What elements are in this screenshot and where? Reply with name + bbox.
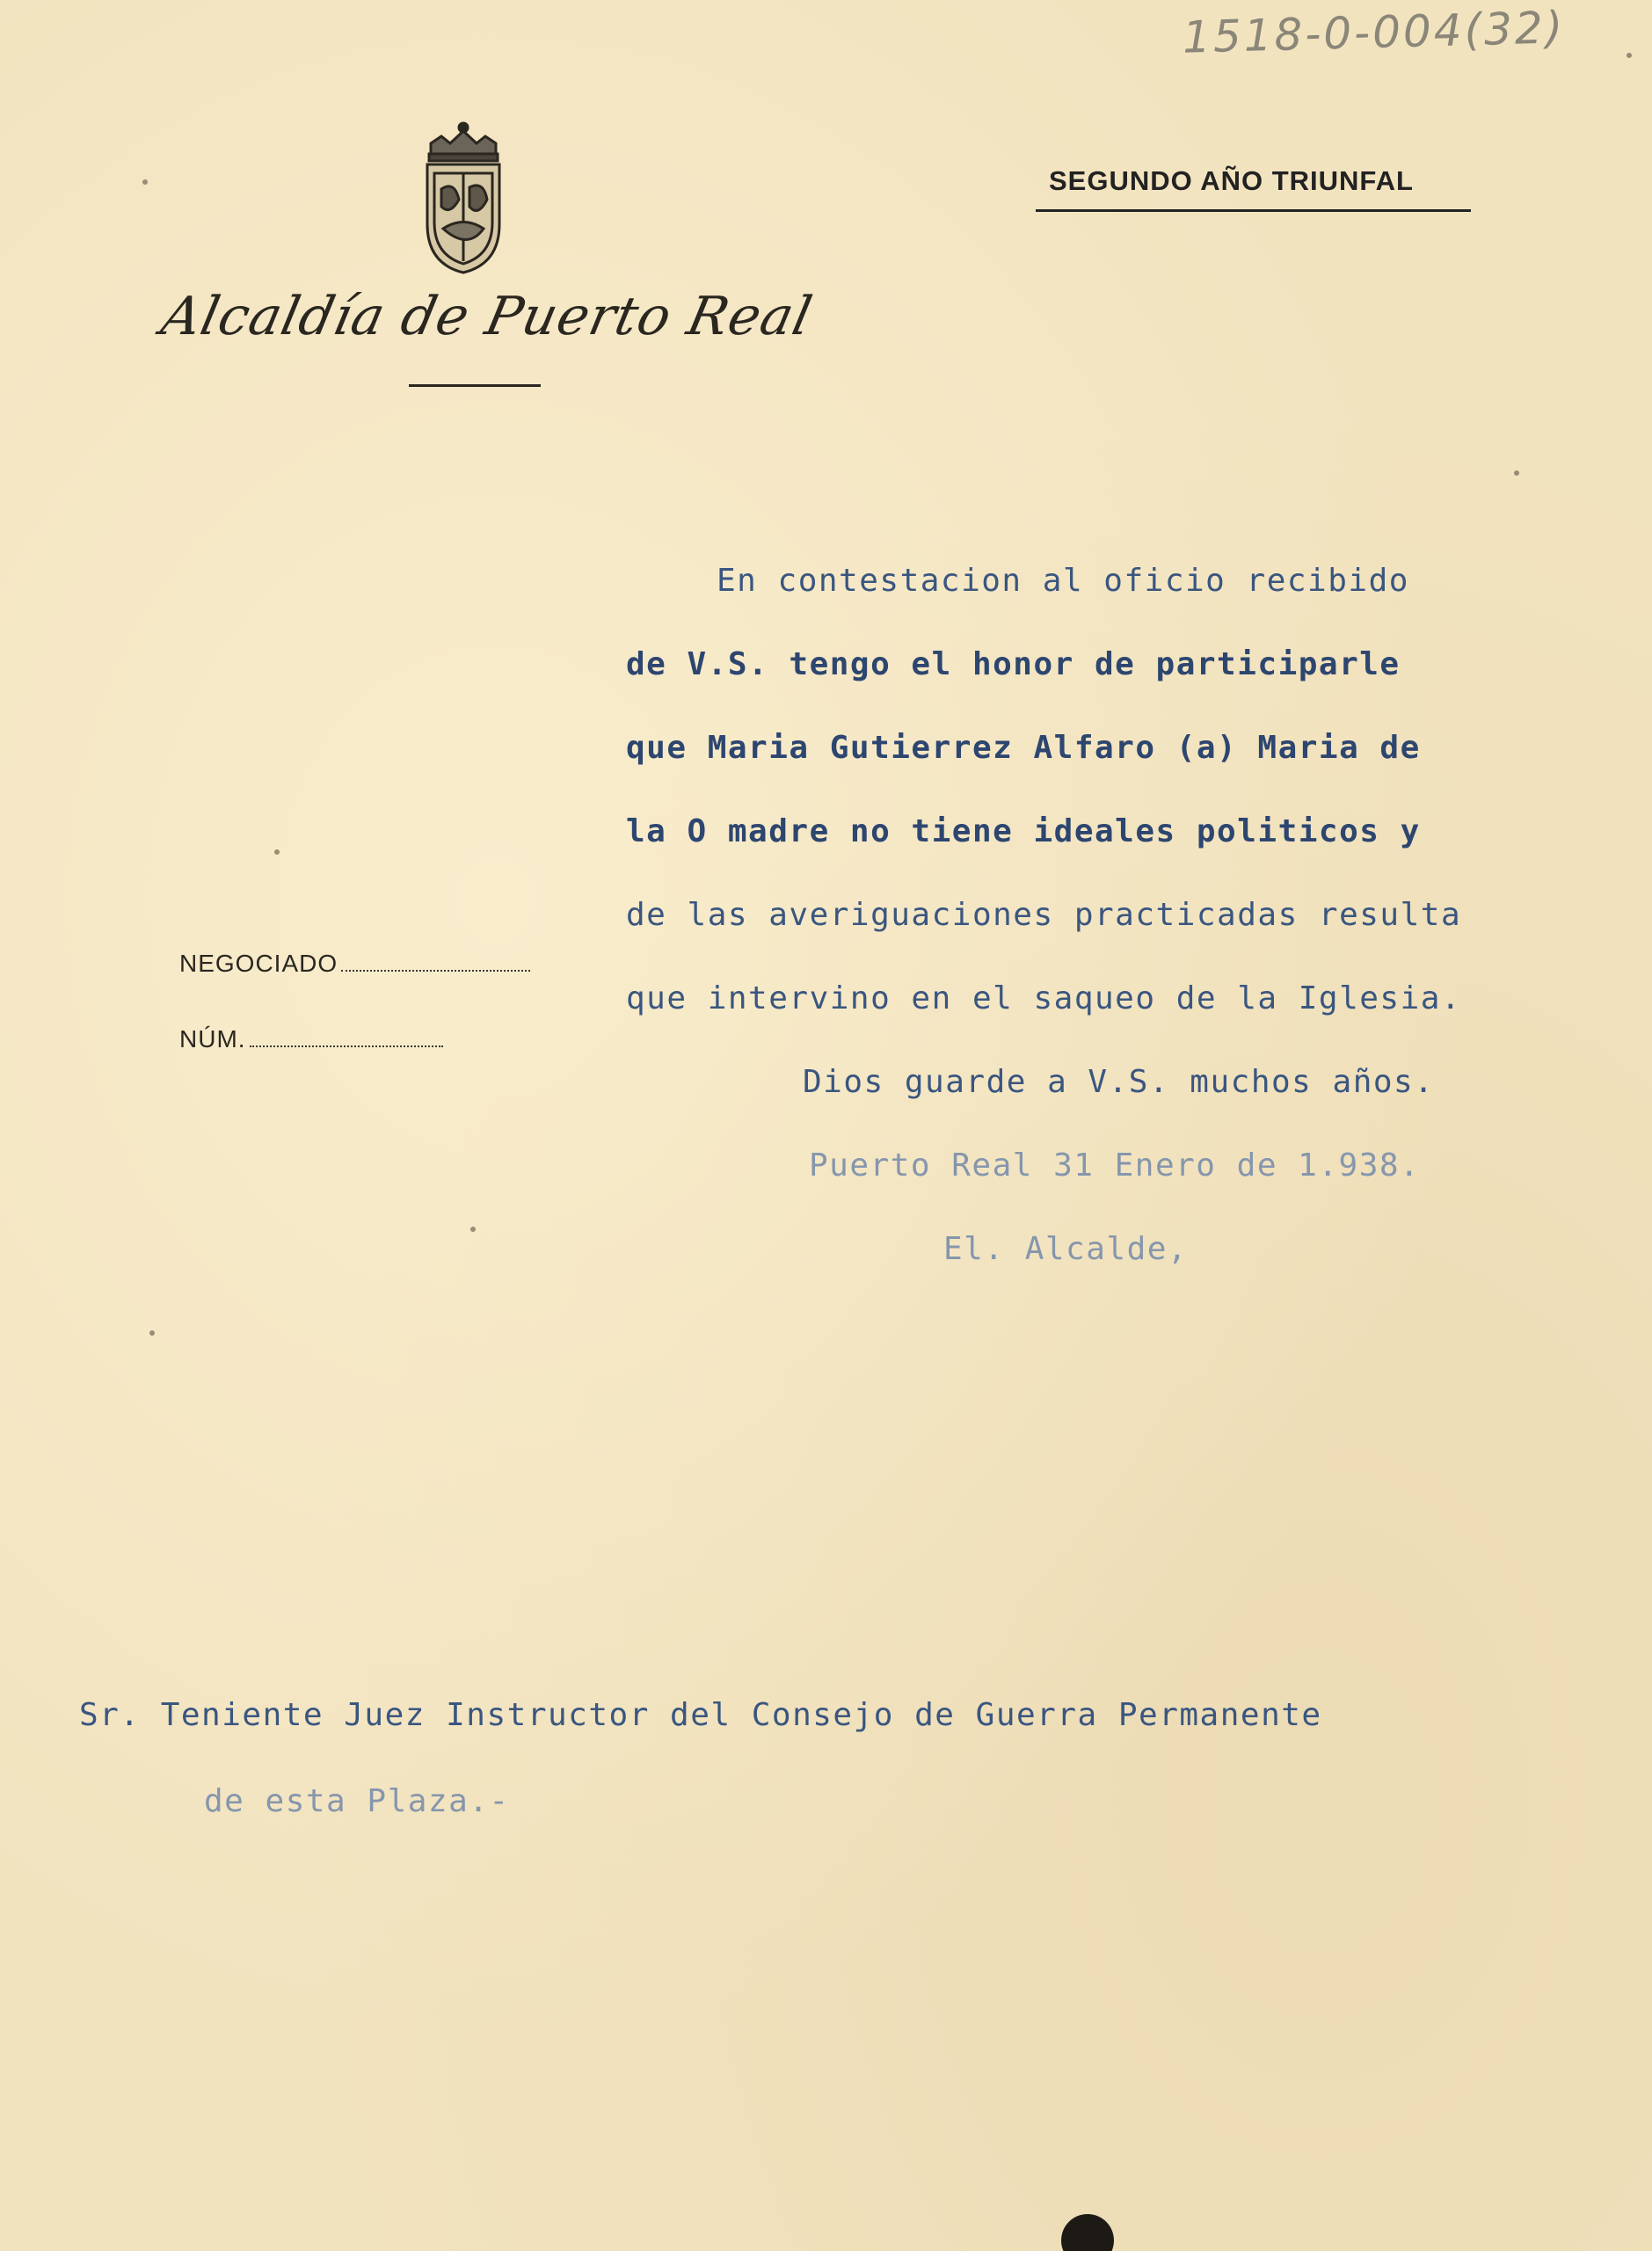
body-line: que intervino en el saqueo de la Iglesia. xyxy=(626,980,1462,1016)
paper-speck xyxy=(274,849,280,855)
closing-salutation: Dios guarde a V.S. muchos años. xyxy=(803,1064,1435,1100)
negociado-field xyxy=(179,950,530,978)
num-blank xyxy=(250,1026,443,1047)
signatory: El. Alcalde, xyxy=(943,1231,1189,1267)
motto-heading: SEGUNDO AÑO TRIUNFAL xyxy=(1049,165,1414,196)
body-line: la O madre no tiene ideales politicos y xyxy=(626,813,1421,849)
addressee-line: de esta Plaza.- xyxy=(204,1783,510,1819)
body-line: En contestacion al oficio recibido xyxy=(717,563,1409,599)
addressee-line: Sr. Teniente Juez Instructor del Consejo de Guerra Permanente xyxy=(79,1697,1322,1733)
archive-reference: 1518-0-004(32) xyxy=(1182,2,1566,63)
letterhead-issuer: Alcaldía de Puerto Real xyxy=(156,286,819,347)
motto-rule xyxy=(1036,209,1471,212)
paper-speck xyxy=(470,1227,476,1232)
negociado-label: NEGOCIADO xyxy=(179,950,338,977)
letterhead-rule xyxy=(409,384,541,387)
num-field xyxy=(179,1025,443,1053)
body-line: de las averiguaciones practicadas resulta xyxy=(626,897,1462,933)
body-line: de V.S. tengo el honor de participarle xyxy=(626,646,1401,682)
negociado-blank xyxy=(341,951,530,972)
paper-speck xyxy=(142,179,148,185)
paper-speck xyxy=(149,1330,155,1336)
num-label: NÚM. xyxy=(179,1025,246,1053)
body-line: que Maria Gutierrez Alfaro (a) Maria de xyxy=(626,730,1421,766)
place-date: Puerto Real 31 Enero de 1.938. xyxy=(809,1147,1421,1184)
paper-speck xyxy=(1627,53,1632,58)
coat-of-arms-icon xyxy=(415,119,512,277)
punch-hole xyxy=(1061,2214,1114,2251)
paper-speck xyxy=(1514,470,1519,476)
